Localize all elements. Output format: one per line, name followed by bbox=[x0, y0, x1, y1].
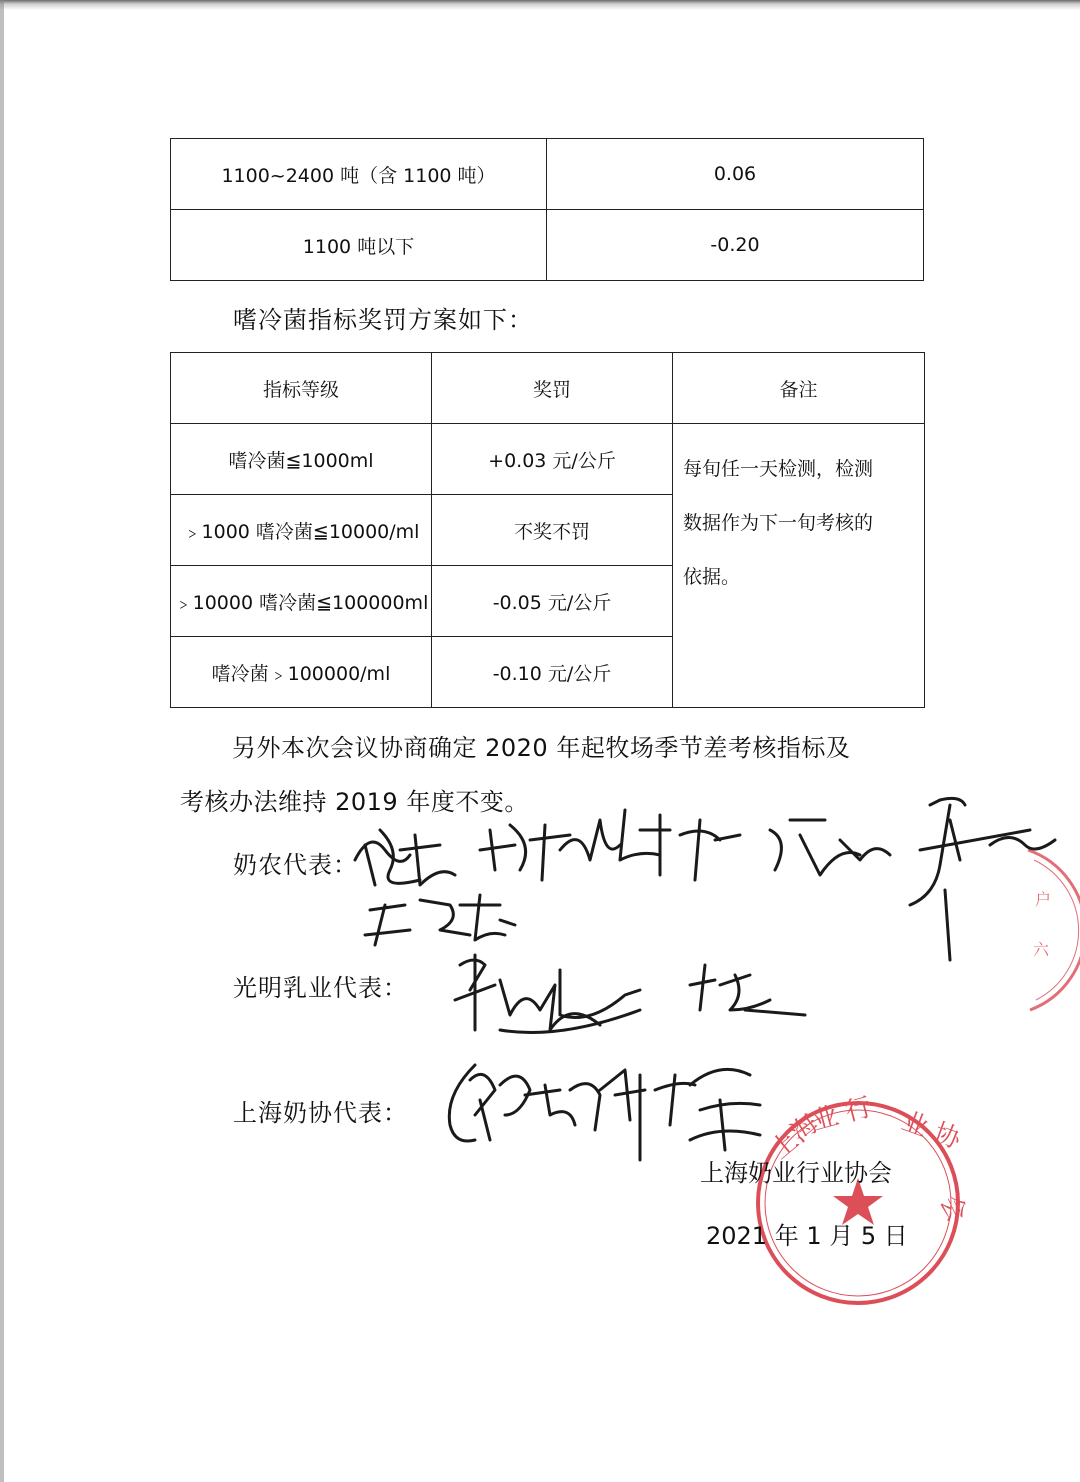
table-cell-level: ﹥10000 嗜冷菌≦100000ml bbox=[171, 566, 432, 637]
paragraph-line-1: 另外本次会议协商确定 2020 年起牧场季节差考核指标及 bbox=[232, 734, 851, 762]
table-cell-reward: -0.05 元/公斤 bbox=[432, 566, 673, 637]
header-level: 指标等级 bbox=[171, 353, 432, 424]
association-signatures bbox=[449, 1065, 760, 1160]
table-cell-reward: 不奖不罚 bbox=[432, 495, 673, 566]
table-cell-value: -0.20 bbox=[547, 210, 924, 281]
table-cell-level: 嗜冷菌≦1000ml bbox=[171, 424, 432, 495]
association-seal bbox=[758, 1092, 972, 1303]
farmer-signatures bbox=[355, 798, 1055, 960]
note-line: 数据作为下一旬考核的 bbox=[683, 512, 874, 534]
paragraph-line-2: 考核办法维持 2019 年度不变。 bbox=[180, 788, 529, 816]
bright-dairy-rep-label: 光明乳业代表： bbox=[233, 974, 408, 1002]
table-cell-reward: -0.10 元/公斤 bbox=[432, 637, 673, 708]
svg-text:六: 六 bbox=[1033, 940, 1050, 959]
header-reward: 奖罚 bbox=[432, 353, 673, 424]
table-cell-range: 1100 吨以下 bbox=[171, 210, 547, 281]
table-cell-level: ﹥1000 嗜冷菌≦10000/ml bbox=[171, 495, 432, 566]
header-note: 备注 bbox=[673, 353, 925, 424]
svg-text:户: 户 bbox=[1035, 890, 1052, 909]
svg-text:业 协: 业 协 bbox=[897, 1106, 965, 1156]
note-line: 每旬任一天检测，检测 bbox=[683, 458, 874, 480]
section-heading: 嗜冷菌指标奖罚方案如下： bbox=[233, 306, 533, 334]
document-date: 2021 年 1 月 5 日 bbox=[706, 1222, 908, 1250]
association-rep-label: 上海奶协代表： bbox=[233, 1099, 408, 1127]
table-cell-range: 1100~2400 吨（含 1100 吨） bbox=[171, 139, 547, 210]
farmer-rep-label: 奶农代表： bbox=[233, 851, 358, 879]
organization-name: 上海奶业行业协会 bbox=[700, 1159, 892, 1187]
svg-text:上海: 上海 bbox=[765, 1108, 825, 1166]
bright-dairy-signatures bbox=[455, 955, 805, 1033]
table-cell-value: 0.06 bbox=[547, 139, 924, 210]
note-line: 依据。 bbox=[683, 566, 741, 588]
table-cell-level: 嗜冷菌﹥100000/ml bbox=[171, 637, 432, 708]
svg-text:业 行: 业 行 bbox=[809, 1092, 876, 1137]
table-cell-reward: +0.03 元/公斤 bbox=[432, 424, 673, 495]
svg-text:会: 会 bbox=[933, 1190, 972, 1227]
partial-seal bbox=[1028, 850, 1080, 1010]
